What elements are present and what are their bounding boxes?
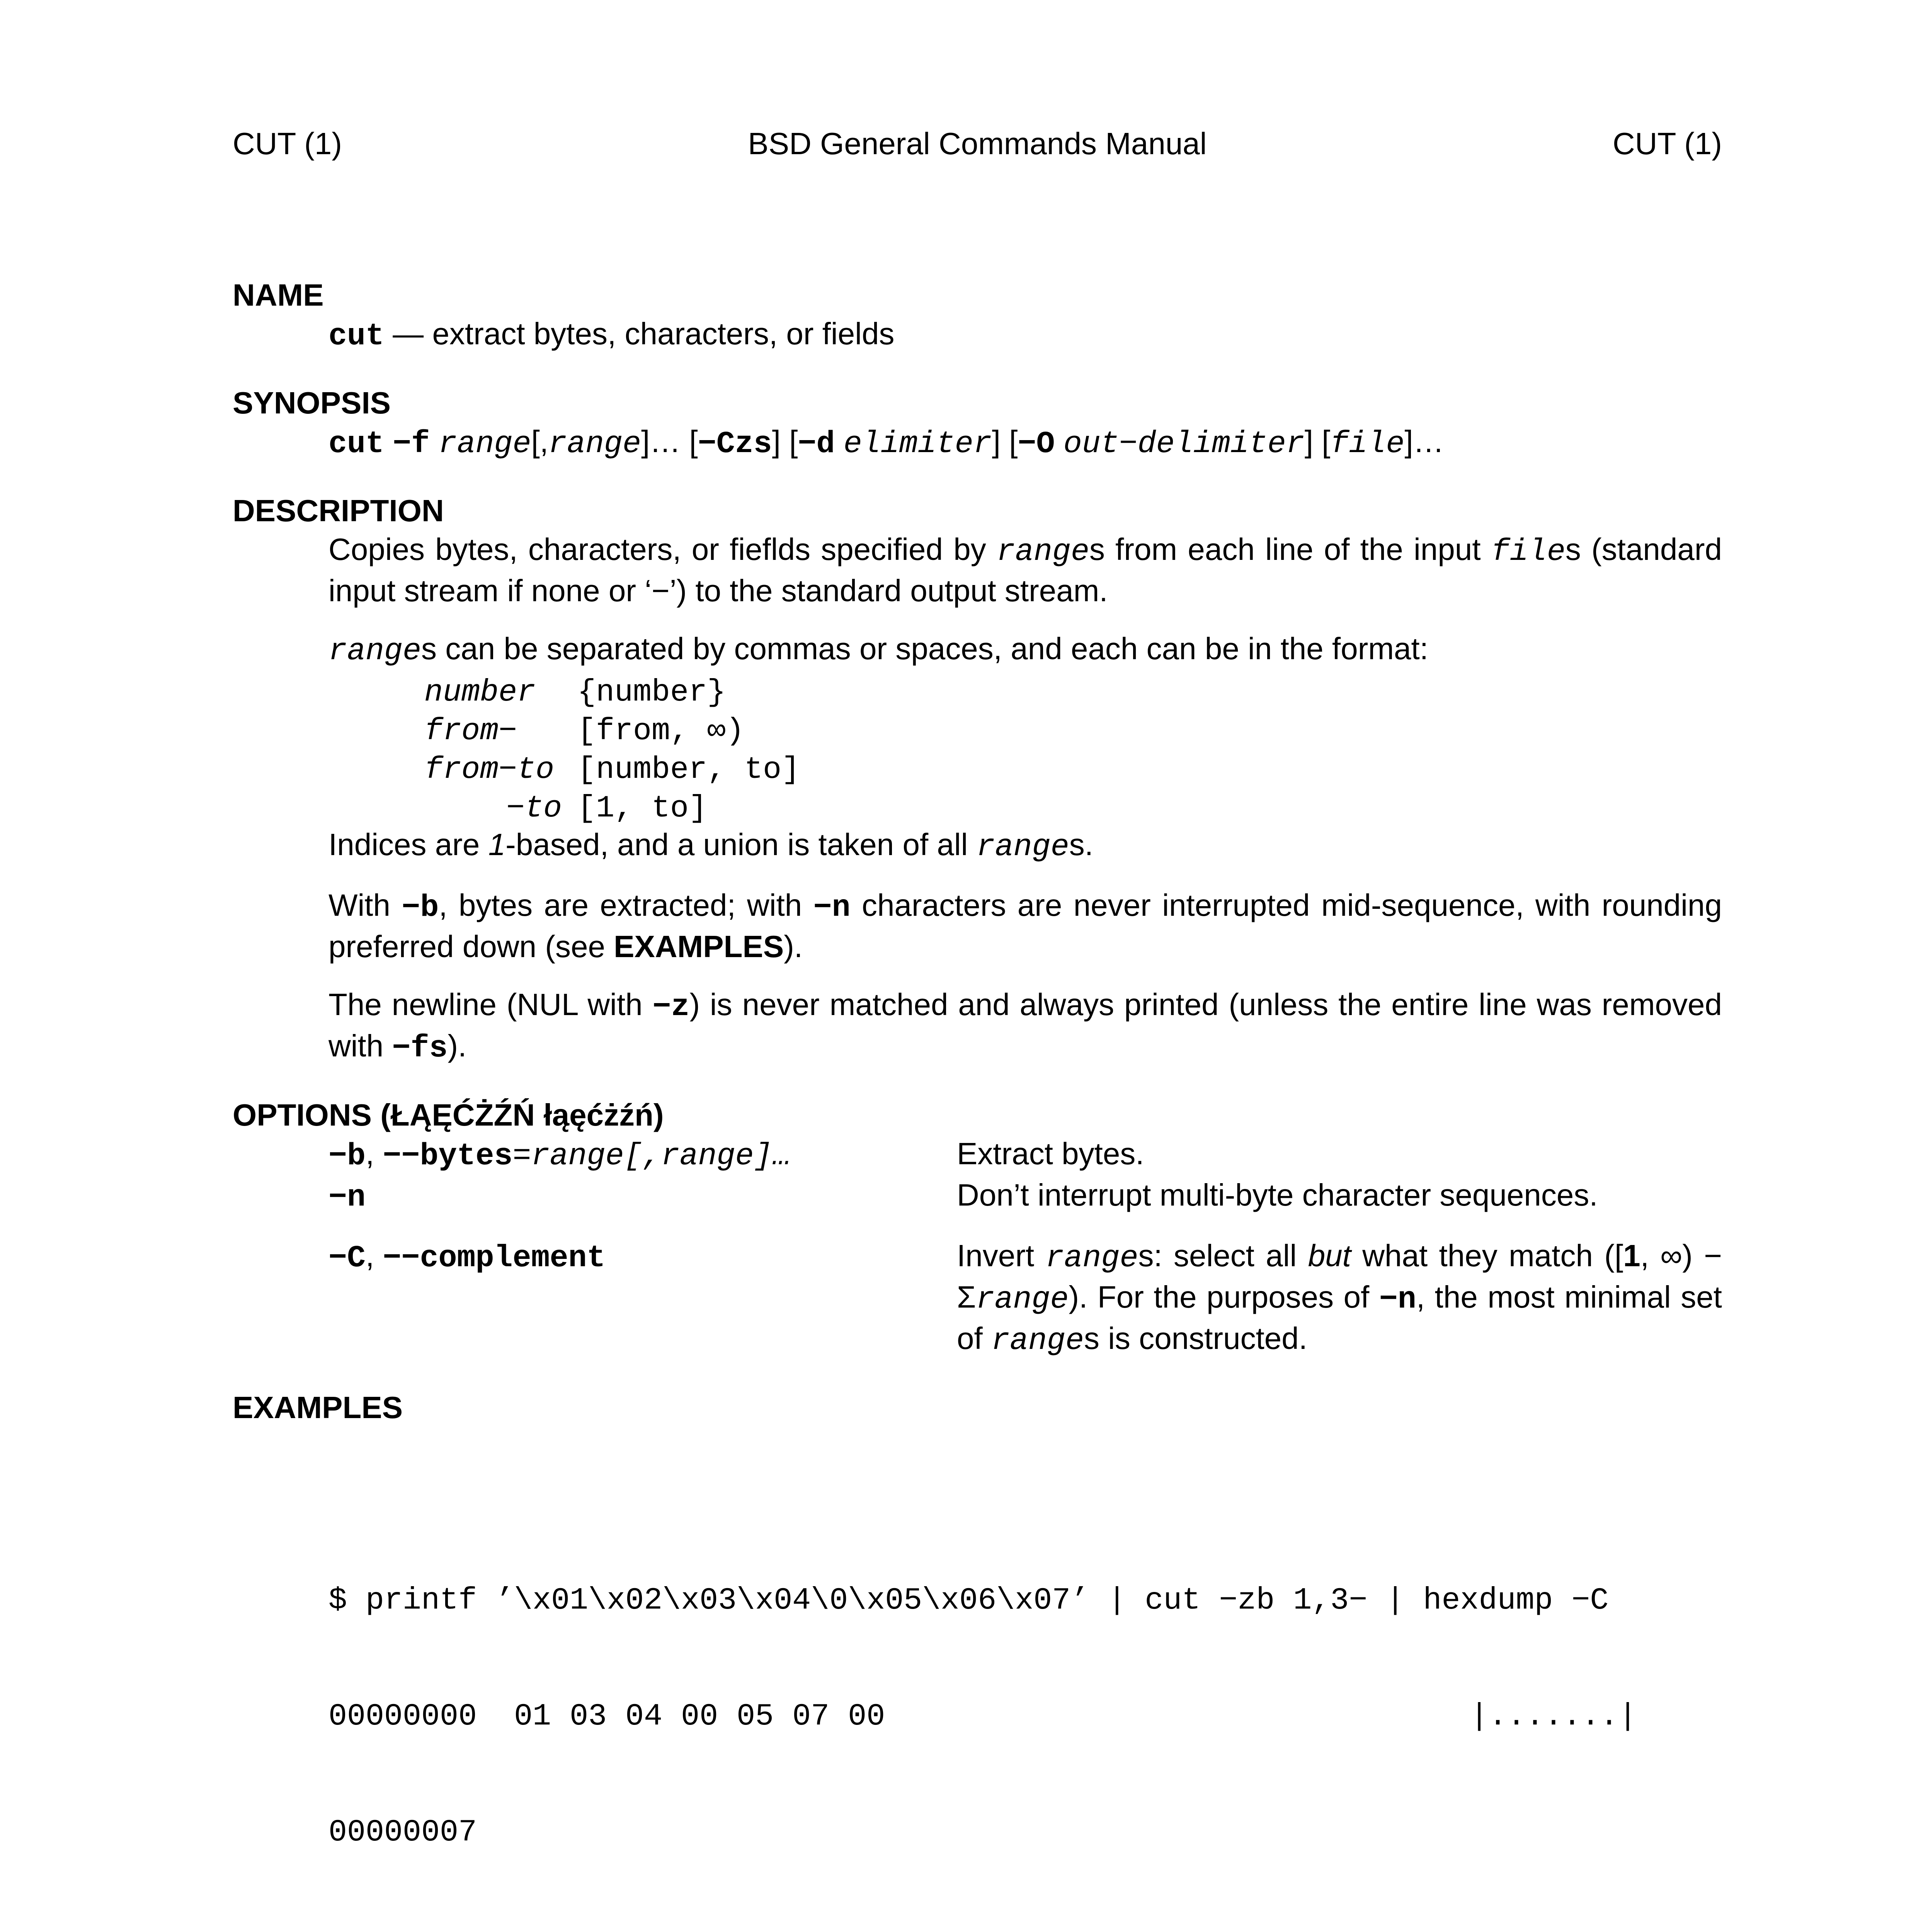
option-desc — [957, 1236, 1722, 1361]
hexdump-ascii: |.......| — [1470, 1699, 1637, 1734]
flag: −n — [813, 890, 851, 925]
example-command: $ printf ’\x01\x02\x03\x04\0\x05\x06\x07’ | cut −zb 1,3− | hexdump −C — [328, 1583, 1609, 1618]
page-header — [233, 124, 1722, 163]
description-paragraph-1 — [328, 530, 1722, 610]
text: , bytes are extracted; with — [439, 888, 813, 922]
text: 1 — [1623, 1238, 1640, 1273]
format-meaning: [1, to] — [577, 791, 708, 826]
synopsis-out-delimiter: out−delimiter — [1063, 427, 1305, 462]
example-hexdump — [328, 1504, 1722, 1929]
file-term: file — [1491, 534, 1565, 570]
range-format-row — [424, 787, 1722, 825]
text: s is constructed. — [1084, 1321, 1308, 1355]
range-term: range — [976, 1282, 1069, 1317]
hexdump-bytes: 00000000 01 03 04 00 05 07 00 — [328, 1699, 885, 1734]
synopsis-range: range — [438, 427, 531, 462]
text: The newline (NUL with — [328, 987, 653, 1022]
examples-heading: EXAMPLES — [233, 1390, 403, 1425]
option-desc: Extract bytes. — [957, 1136, 1144, 1171]
flag: −z — [652, 990, 690, 1025]
synopsis-flag-o: −O — [1018, 427, 1055, 462]
description-heading: DESCRIPTION — [233, 493, 444, 528]
format-meaning: [from, ∞) — [577, 714, 745, 749]
text: s: select all — [1138, 1238, 1308, 1273]
synopsis-range2: range — [548, 427, 642, 462]
option-desc: Don’t interrupt multi-byte character sequences. — [957, 1178, 1598, 1212]
option-term: −C, −−complement — [328, 1238, 606, 1276]
text: ). For the purposes of — [1069, 1280, 1379, 1314]
flag: −−complement — [383, 1241, 606, 1276]
flag: −b — [328, 1139, 366, 1174]
text: -based, and a union is taken of all — [505, 827, 977, 862]
text: s from each line of the input — [1089, 532, 1491, 566]
flag: −C — [328, 1241, 366, 1276]
text: , the most minimal set of — [957, 1280, 1722, 1355]
text: 1 — [488, 827, 506, 862]
synopsis-cmd: cut — [328, 427, 385, 462]
text: characters are never interrupted mid-sequence, with rounding preferred down (see — [328, 888, 1722, 964]
description-section — [233, 492, 1722, 1068]
flag: −n — [328, 1180, 366, 1215]
text: ). — [448, 1029, 467, 1063]
text: Copies bytes, characters, or fieflds specified by — [328, 532, 997, 566]
text: EXAMPLES — [614, 929, 784, 964]
header-right: CUT (1) — [1613, 126, 1722, 161]
option-bytes — [328, 1134, 1722, 1176]
header-center: BSD General Commands Manual — [748, 126, 1207, 161]
option-complement — [328, 1236, 1722, 1361]
options-section — [233, 1096, 1722, 1361]
range-format-row — [424, 748, 1722, 787]
name-heading: NAME — [233, 278, 324, 312]
name-cmd: cut — [328, 319, 385, 354]
format-syntax: from− — [424, 714, 517, 749]
synopsis-ellipsis: … — [650, 424, 681, 459]
synopsis-flag-f: −f — [393, 427, 430, 462]
example-output-line: 00000007 — [328, 1815, 477, 1850]
synopsis-elimiter: elimiter — [843, 427, 992, 462]
range-term: range — [976, 830, 1069, 865]
text: ). — [784, 929, 803, 964]
range-term: range — [991, 1323, 1084, 1359]
format-syntax: number — [424, 675, 536, 710]
name-section — [233, 276, 1722, 356]
flag: −−bytes — [383, 1139, 513, 1174]
synopsis-flag-d: −d — [798, 427, 835, 462]
text: but — [1308, 1238, 1351, 1273]
range-format-row — [424, 671, 1722, 709]
flag: −n — [1379, 1282, 1416, 1317]
text: With — [328, 888, 402, 922]
range-term: range — [1045, 1241, 1138, 1276]
examples-section — [233, 1388, 1722, 1932]
manual-content — [233, 276, 1722, 1932]
text: s can be separated by commas or spaces, and each can be in the format: — [421, 631, 1428, 666]
option-n — [328, 1176, 1722, 1217]
text: Indices are — [328, 827, 488, 862]
range-formats — [424, 671, 1722, 825]
synopsis-line: cut −f range[,range]… [−Czs] [−d elimiter] [−O out−delimiter] [file]… — [328, 424, 1444, 462]
synopsis-heading: SYNOPSIS — [233, 386, 391, 420]
description-paragraph-3 — [328, 825, 1722, 867]
option-term: −b, −−bytes=range[,range]… — [328, 1136, 791, 1174]
name-desc: — extract bytes, characters, or fields — [384, 316, 895, 351]
format-syntax: −to — [506, 791, 562, 826]
text: what they match ([ — [1351, 1238, 1623, 1273]
synopsis-flag-czs: −Czs — [698, 427, 772, 462]
flag: −b — [402, 890, 439, 925]
name-line — [328, 315, 1722, 356]
header-left: CUT (1) — [233, 126, 342, 161]
range-term: range — [328, 634, 422, 669]
text: ) is never matched and always printed (unless the entire line was removed with — [328, 987, 1722, 1063]
option-arg: =range[,range]… — [512, 1139, 791, 1174]
format-meaning: [number, to] — [577, 752, 800, 787]
options-heading: OPTIONS (ŁĄĘĆŻŹŃ łąęćżźń) — [233, 1098, 664, 1132]
description-paragraph-2 — [328, 629, 1722, 671]
text: s. — [1069, 827, 1093, 862]
synopsis-file: file — [1330, 427, 1405, 462]
description-paragraph-5 — [328, 985, 1722, 1068]
example-output-line — [328, 1697, 1722, 1736]
text: s (standard input stream if none or ‘−’) to the standard output stream. — [328, 532, 1722, 608]
range-term: range — [996, 534, 1089, 570]
description-paragraph-4 — [328, 886, 1722, 966]
format-syntax: from−to — [424, 752, 555, 787]
flag: −fs — [392, 1031, 448, 1066]
text: Invert — [957, 1238, 1046, 1273]
range-format-row — [424, 709, 1722, 748]
text: , ∞) − Σ — [957, 1238, 1722, 1314]
option-term — [328, 1176, 957, 1217]
format-meaning: {number} — [577, 675, 726, 710]
synopsis-section — [233, 384, 1722, 464]
